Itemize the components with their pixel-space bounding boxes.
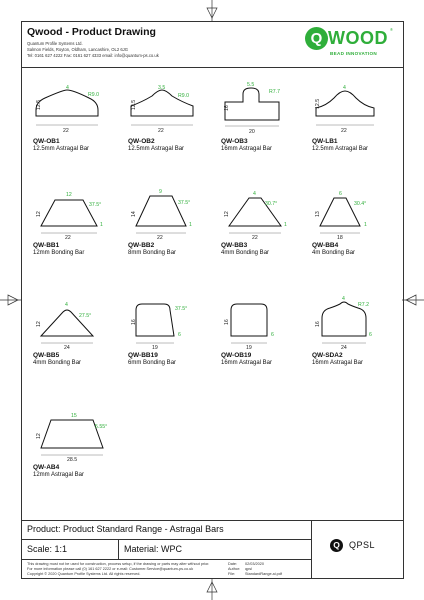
qwood-logo — [305, 27, 395, 61]
qpsl-logo-icon: Q — [330, 539, 343, 552]
profile-code: QW-BB1 — [33, 242, 60, 249]
profile-description: 12.5mm Astragal Bar — [33, 146, 90, 152]
company-name: Quantum Profile Systems Ltd. — [27, 41, 83, 46]
profile-qw-sda2 — [312, 296, 402, 376]
profile-code: QW-BB5 — [33, 352, 60, 359]
company-address: Salmon Fields, Royton, Oldham, Lancashire, OL2 6JG — [27, 47, 129, 52]
file-label: File: — [228, 572, 236, 576]
title-block-divider — [118, 539, 119, 559]
profile-description: 12mm Bonding Bar — [33, 250, 85, 256]
date-value: 02/03/2020 — [245, 562, 265, 566]
profile-code: QW-BB19 — [128, 352, 158, 359]
svg-text:27.5°: 27.5° — [79, 313, 92, 319]
svg-text:4: 4 — [342, 296, 345, 302]
profile-description: 6mm Bonding Bar — [128, 360, 177, 366]
logo-tagline: BEAD INNOVATION — [330, 51, 377, 56]
qpsl-brand: QPSL — [349, 540, 376, 550]
profile-qw-bb19-drawing — [128, 296, 218, 352]
svg-text:9: 9 — [159, 189, 162, 195]
svg-text:3.5: 3.5 — [158, 85, 166, 91]
profile-qw-ob3-drawing — [221, 82, 311, 138]
svg-text:16: 16 — [315, 321, 321, 327]
svg-text:22: 22 — [252, 235, 258, 241]
profile-qw-bb1 — [33, 186, 123, 266]
logo-q-mark: Q — [305, 27, 328, 50]
svg-text:16: 16 — [224, 319, 230, 325]
profile-qw-bb1-drawing — [33, 186, 123, 242]
svg-text:13: 13 — [315, 211, 321, 217]
profile-code: QW-OB3 — [221, 138, 248, 145]
profile-qw-bb19 — [128, 296, 218, 376]
svg-text:12: 12 — [224, 211, 230, 217]
profile-code: QW-OB2 — [128, 138, 155, 145]
scale-label: Scale: 1:1 — [27, 544, 68, 554]
svg-text:1: 1 — [189, 222, 192, 228]
svg-text:22: 22 — [157, 235, 163, 241]
svg-text:4: 4 — [66, 85, 69, 91]
svg-text:37.5°: 37.5° — [175, 306, 188, 312]
svg-text:6: 6 — [178, 332, 181, 338]
profile-code: QW-SDA2 — [312, 352, 343, 359]
profile-code: QW-AB4 — [33, 464, 60, 471]
profile-qw-bb2-drawing — [128, 186, 218, 242]
profile-qw-bb2 — [128, 186, 218, 266]
profile-description: 12.5mm Astragal Bar — [312, 146, 369, 152]
profile-code: QW-OB1 — [33, 138, 60, 145]
disclaimer-line-1: This drawing must not be used for construction, process setup, if the drawing or parts may alter without prior. — [27, 562, 210, 566]
svg-text:1: 1 — [284, 222, 287, 228]
profile-code: QW-BB4 — [312, 242, 339, 249]
profile-description: 12mm Astragal Bar — [33, 472, 85, 478]
title-block-top-rule — [21, 520, 404, 521]
svg-text:12.5: 12.5 — [315, 98, 321, 109]
svg-text:12: 12 — [36, 433, 42, 439]
product-label: Product: Product Standard Range - Astragal Bars — [27, 524, 224, 534]
svg-text:4: 4 — [65, 302, 68, 308]
profile-qw-bb4-drawing — [312, 186, 402, 242]
svg-text:30.7°: 30.7° — [265, 201, 278, 207]
material-label: Material: WPC — [124, 544, 183, 554]
svg-text:1: 1 — [364, 222, 367, 228]
profile-qw-lb1 — [312, 82, 402, 162]
svg-text:R9.0: R9.0 — [178, 93, 189, 99]
svg-text:1: 1 — [100, 222, 103, 228]
svg-text:30.4°: 30.4° — [354, 201, 367, 207]
header-divider — [21, 67, 404, 68]
center-marker-left — [0, 293, 22, 307]
center-marker-top — [205, 0, 219, 22]
svg-text:12.5: 12.5 — [36, 99, 42, 110]
company-contact: Tel: 0161 627 4222 Fax: 0161 627 4333 email: info@quantum-ps.co.uk — [27, 53, 159, 58]
author-value: qpsl — [245, 567, 252, 571]
disclaimer-line-2: For more information please call (0) 161 627 2222 or e-mail: Customer.Service@quantum-ps.co.uk — [27, 567, 194, 571]
profile-description: 16mm Astragal Bar — [221, 360, 273, 366]
svg-text:22: 22 — [158, 128, 164, 134]
profile-qw-ob19-drawing — [221, 296, 311, 352]
profile-description: 4mm Bonding Bar — [33, 360, 82, 366]
title-block-mid-rule — [21, 539, 311, 540]
svg-text:5.5: 5.5 — [247, 82, 255, 88]
profile-qw-bb4 — [312, 186, 402, 266]
profile-qw-bb5-drawing — [33, 296, 123, 352]
profile-code: QW-BB3 — [221, 242, 248, 249]
profile-description: 4m Bonding Bar — [312, 250, 356, 256]
svg-text:37.5°: 37.5° — [178, 200, 191, 206]
profile-qw-ob1 — [33, 82, 123, 162]
profile-qw-bb3 — [221, 186, 311, 266]
drawing-title: Qwood - Product Drawing — [27, 26, 156, 38]
svg-text:6: 6 — [369, 332, 372, 338]
profile-qw-ob2 — [128, 82, 218, 162]
profile-qw-ob3 — [221, 82, 311, 162]
svg-text:24: 24 — [341, 345, 347, 351]
svg-text:12: 12 — [36, 321, 42, 327]
svg-text:14: 14 — [131, 211, 137, 217]
svg-text:24: 24 — [64, 345, 70, 351]
svg-text:20: 20 — [249, 129, 255, 135]
title-block-bottom-rule — [21, 559, 311, 560]
svg-text:4: 4 — [253, 191, 256, 197]
profile-code: QW-BB2 — [128, 242, 155, 249]
profile-code: QW-LB1 — [312, 138, 338, 145]
svg-text:16: 16 — [131, 319, 137, 325]
svg-text:R7.2: R7.2 — [358, 302, 369, 308]
profile-qw-lb1-drawing — [312, 82, 402, 138]
logo-wordmark: WOOD — [328, 28, 388, 48]
svg-text:12: 12 — [36, 211, 42, 217]
svg-text:5.55°: 5.55° — [95, 424, 108, 430]
svg-text:22: 22 — [63, 128, 69, 134]
svg-text:6: 6 — [271, 332, 274, 338]
file-value: StandardRange.ai.pdf — [245, 572, 282, 576]
profile-description: 16mm Astragal Bar — [312, 360, 364, 366]
profile-qw-ab4 — [33, 408, 123, 488]
profile-description: 12.5mm Astragal Bar — [128, 146, 185, 152]
profile-description: 16mm Astragal Bar — [221, 146, 273, 152]
profile-qw-ab4-drawing — [33, 408, 123, 464]
svg-text:37.5°: 37.5° — [89, 202, 102, 208]
profile-description: 8mm Bonding Bar — [128, 250, 177, 256]
svg-text:4: 4 — [343, 85, 346, 91]
svg-text:22: 22 — [341, 128, 347, 134]
profile-qw-ob2-drawing — [128, 82, 218, 138]
profile-code: QW-OB19 — [221, 352, 252, 359]
center-marker-bottom — [205, 578, 219, 600]
author-label: Author: — [228, 567, 241, 571]
profile-qw-ob19 — [221, 296, 311, 376]
svg-text:R7.7: R7.7 — [269, 89, 280, 95]
svg-text:R9.0: R9.0 — [88, 92, 99, 98]
svg-text:16: 16 — [224, 105, 230, 111]
svg-text:6: 6 — [339, 191, 342, 197]
date-label: Date: — [228, 562, 238, 566]
svg-text:19: 19 — [152, 345, 158, 351]
svg-text:12.5: 12.5 — [131, 99, 137, 110]
copyright-line: Copyright © 2020 Quantum Profile Systems Ltd. All rights reserved. — [27, 572, 141, 576]
svg-text:18: 18 — [337, 235, 343, 241]
svg-text:19: 19 — [246, 345, 252, 351]
logo-registered: ® — [390, 27, 393, 32]
profile-qw-bb5 — [33, 296, 123, 376]
profile-qw-ob1-drawing — [33, 82, 123, 138]
profile-qw-sda2-drawing — [312, 296, 402, 352]
svg-text:15: 15 — [71, 413, 77, 419]
svg-text:28.5: 28.5 — [67, 457, 78, 463]
title-block-brand-divider — [311, 520, 312, 579]
svg-text:22: 22 — [65, 235, 71, 241]
profile-description: 4mm Bonding Bar — [221, 250, 270, 256]
center-marker-right — [402, 293, 424, 307]
svg-text:12: 12 — [66, 192, 72, 198]
profile-qw-bb3-drawing — [221, 186, 311, 242]
